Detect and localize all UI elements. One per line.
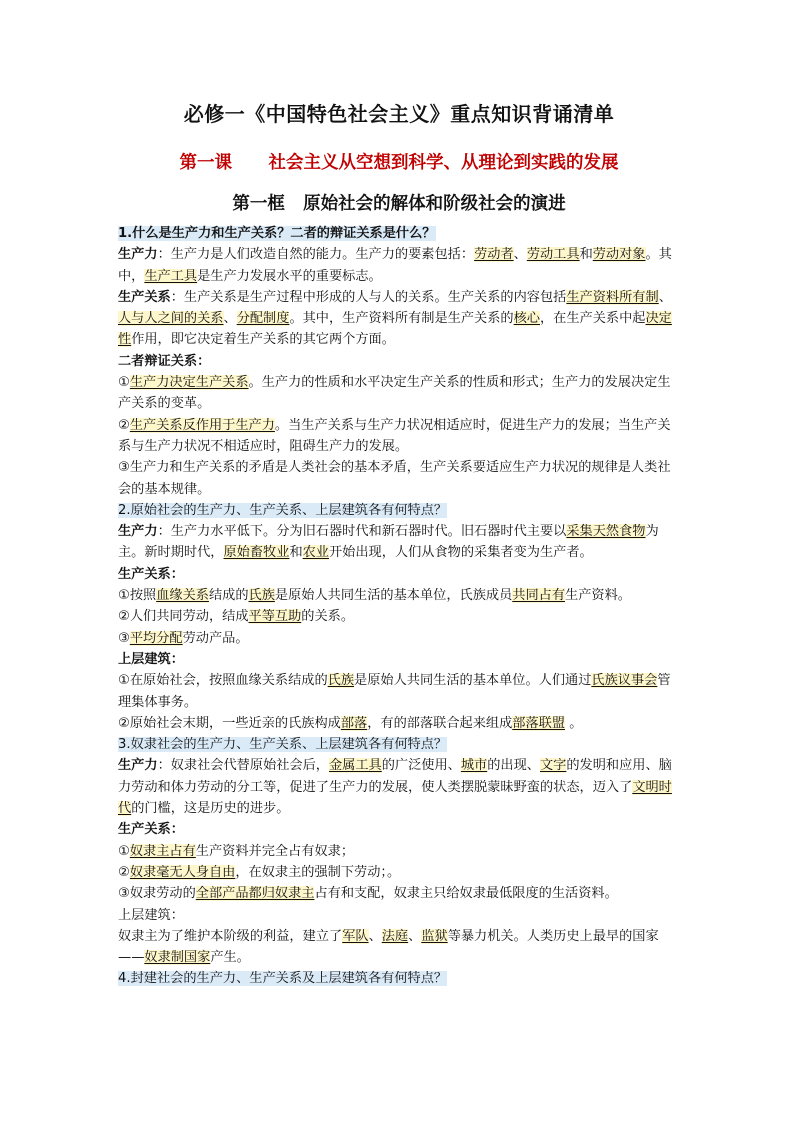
key-term-underlined: 城市 xyxy=(460,758,488,774)
text-run: 。 xyxy=(565,715,583,731)
text-run: ③生产力和生产关系的矛盾是人类社会的基本矛盾，生产关系要适应生产力状况的规律是人类社会的基本规律。 xyxy=(118,460,671,497)
text-run: 管理集体事务。 xyxy=(118,673,671,710)
body-paragraph xyxy=(118,841,680,862)
key-term-underlined: 人与人之间的关系 xyxy=(118,311,224,327)
text-run: 是原始人共同生活的基本单位，氏族成员 xyxy=(274,588,513,604)
body-paragraph xyxy=(118,521,680,564)
text-run: 的出现、 xyxy=(487,758,540,774)
text-run: 。其中， xyxy=(118,247,672,284)
text-run: ① xyxy=(118,375,130,391)
text-run: 、 xyxy=(368,928,382,944)
text-run: 、 xyxy=(513,247,527,263)
key-term-underlined: 生产工具 xyxy=(144,268,198,284)
section-heading: 第一框 原始社会的解体和阶级社会的演进 xyxy=(232,194,566,214)
text-run: 是原始人共同生活的基本单位。人们通过 xyxy=(354,673,592,689)
key-term-underlined: 生产关系反作用于生产力 xyxy=(129,417,275,433)
text-run: ① xyxy=(118,843,130,859)
key-term-underlined: 奴隶制国家 xyxy=(144,950,211,966)
text-run: 产生。 xyxy=(210,950,250,966)
text-run: 4.封建社会的生产力、生产关系及上层建筑各有何特点？ xyxy=(118,971,448,987)
term-label: 生产力 xyxy=(118,247,158,263)
text-run: 的关系。 xyxy=(301,609,355,625)
key-term-underlined: 劳动工具 xyxy=(526,247,580,263)
body-paragraph xyxy=(118,883,680,904)
term-label: 生产关系 xyxy=(118,289,171,305)
key-term-underlined: 原始畜牧业 xyxy=(223,545,290,561)
text-run: ③奴隶劳动的 xyxy=(118,886,196,902)
text-run: 。当生产关系与生产力状况相适应时，促进生产力的发展；当生产关系与生产力状况不相适应时，阻碍生产力的发展。 xyxy=(118,417,671,454)
key-term-underlined: 文字 xyxy=(540,758,567,774)
text-run: ：生产关系是生产过程中形成的人与人的关系。生产关系的内容包括 xyxy=(170,289,567,305)
question-highlight xyxy=(118,503,447,518)
body-paragraph xyxy=(118,670,680,713)
question-highlight xyxy=(118,226,436,241)
text-run: 的发明和应用、脑力劳动和体力劳动的分工等，促进了生产力的发展，使人类摆脱蒙昧野蛮的状态，迈入了 xyxy=(118,758,672,795)
key-term-underlined: 奴隶主占有 xyxy=(129,843,196,859)
text-run: ，在生产关系中起 xyxy=(540,311,646,327)
text-run: 开始出现，人们从食物的采集者变为生产者。 xyxy=(329,545,593,561)
key-term-underlined: 分配制度 xyxy=(236,311,290,327)
key-term-underlined: 生产力决定生产关系 xyxy=(129,375,249,391)
key-term-underlined: 血缘关系 xyxy=(156,588,209,604)
text-run: ：奴隶社会代替原始社会后， xyxy=(157,758,329,774)
key-term-underlined: 奴隶毫无人身自由 xyxy=(129,864,236,880)
question-highlight xyxy=(118,971,447,986)
term-label: 生产关系： xyxy=(118,566,184,582)
text-run: 生产资料。 xyxy=(565,588,631,604)
text-run: 结成的 xyxy=(208,588,249,604)
text-run: 、 xyxy=(658,289,672,305)
body-paragraph xyxy=(118,905,680,926)
text-run: 和 xyxy=(289,545,303,561)
text-run: 的广泛使用、 xyxy=(381,758,461,774)
body-paragraph xyxy=(118,244,680,287)
body-paragraph xyxy=(118,649,680,670)
term-label: 二者辩证关系： xyxy=(118,353,211,369)
key-term-underlined: 部落 xyxy=(340,715,368,731)
text-run: 1.什么是生产力和生产关系？二者的辩证关系是什么？ xyxy=(118,226,436,241)
text-run: ②人们共同劳动，结成 xyxy=(118,609,249,625)
text-run: ，在奴隶主的强制下劳动；。 xyxy=(235,864,401,880)
key-term-underlined: 部落联盟 xyxy=(512,715,566,731)
text-run: ①按照 xyxy=(118,588,157,604)
key-term-underlined: 金属工具 xyxy=(329,758,382,774)
key-term-underlined: 法庭 xyxy=(381,928,409,944)
body-paragraph xyxy=(118,415,680,458)
question-heading xyxy=(118,223,680,244)
text-run: 3.奴隶社会的生产力、生产关系、上层建筑各有何特点？ xyxy=(118,737,448,753)
text-run: 劳动产品。 xyxy=(182,630,249,646)
text-run: 等暴力机关。人类历史上最早的国家—— xyxy=(118,928,659,966)
text-run: 作用，即它决定着生产关系的其它两个方面。 xyxy=(131,332,395,348)
key-term-underlined: 平等互助 xyxy=(248,609,302,625)
body-paragraph xyxy=(118,457,680,500)
question-heading xyxy=(118,734,680,755)
text-run: 生产资料并完全占有奴隶； xyxy=(195,843,355,859)
text-run: 上层建筑： xyxy=(118,907,184,923)
question-highlight xyxy=(118,737,447,752)
text-run: 、 xyxy=(223,311,237,327)
text-run: ②原始社会末期，一些近亲的氏族构成 xyxy=(118,715,341,731)
body-paragraph xyxy=(118,862,680,883)
key-term-underlined: 生产资料所有制 xyxy=(566,289,659,305)
key-term-underlined: 农业 xyxy=(302,545,329,561)
key-term-underlined: 全部产品都归奴隶主 xyxy=(195,886,315,902)
key-term-underlined: 共同占有 xyxy=(512,588,566,604)
key-term-underlined: 平均分配 xyxy=(129,630,183,646)
document-page xyxy=(118,98,680,990)
key-term-underlined: 氏族 xyxy=(327,673,355,689)
text-run: 、 xyxy=(408,928,422,944)
key-term-underlined: 劳动者 xyxy=(474,247,514,263)
body-paragraph xyxy=(118,606,680,627)
body-paragraph xyxy=(118,372,680,415)
key-term-underlined: 决定性 xyxy=(118,311,672,348)
text-run: 和 xyxy=(579,247,593,263)
key-term-underlined: 氏族议事会 xyxy=(591,673,658,689)
key-term-underlined: 核心 xyxy=(513,311,540,327)
text-run: ：生产力水平低下。分为旧石器时代和新石器时代。旧石器时代主要以 xyxy=(157,524,567,540)
text-run: ③ xyxy=(118,630,130,646)
term-label: 上层建筑： xyxy=(118,651,184,667)
document-title: 必修一《中国特色社会主义》重点知识背诵清单 xyxy=(183,102,615,126)
body-paragraph xyxy=(118,564,680,585)
text-run: ② xyxy=(118,864,130,880)
text-run: 的门槛，这是历史的进步。 xyxy=(131,801,290,817)
key-term-underlined: 军队 xyxy=(342,928,369,944)
text-run: ② xyxy=(118,417,130,433)
text-run: ①在原始社会，按照血缘关系结成的 xyxy=(118,673,328,689)
body-paragraph xyxy=(118,585,680,606)
body-paragraph xyxy=(118,287,680,351)
body-paragraph xyxy=(118,351,680,372)
text-run: 。其中，生产资料所有制是生产关系的 xyxy=(289,311,514,327)
body-paragraph xyxy=(118,755,680,819)
document-body xyxy=(118,223,680,990)
text-run: 为主。新时期时代， xyxy=(118,524,659,561)
lesson-heading: 第一课 社会主义从空想到科学、从理论到实践的发展 xyxy=(179,153,619,173)
text-run: ，有的部落联合起来组成 xyxy=(367,715,513,731)
question-heading xyxy=(118,968,680,989)
body-paragraph xyxy=(118,628,680,649)
question-heading xyxy=(118,500,680,521)
text-run: 占有和支配，奴隶主只给奴隶最低限度的生活资料。 xyxy=(314,886,618,902)
key-term-underlined: 监狱 xyxy=(421,928,448,944)
term-label: 生产关系： xyxy=(118,822,184,838)
text-run: 奴隶主为了维护本阶级的利益，建立了 xyxy=(118,928,343,944)
text-run: 。生产力的性质和水平决定生产关系的性质和形式；生产力的发展决定生产关系的变革。 xyxy=(118,375,671,412)
body-paragraph xyxy=(118,926,680,969)
term-label: 生产力 xyxy=(118,758,158,774)
term-label: 生产力 xyxy=(118,524,158,540)
key-term-underlined: 氏族 xyxy=(248,588,275,604)
key-term-underlined: 劳动对象 xyxy=(592,247,646,263)
text-run: 是生产力发展水平的重要标志。 xyxy=(197,268,382,284)
text-run: 2.原始社会的生产力、生产关系、上层建筑各有何特点？ xyxy=(118,502,448,518)
body-paragraph xyxy=(118,713,680,734)
key-term-underlined: 采集天然食物 xyxy=(566,524,646,540)
key-term-underlined: 文明时代 xyxy=(118,779,672,817)
body-paragraph xyxy=(118,819,680,840)
text-run: ：生产力是人们改造自然的能力。生产力的要素包括： xyxy=(157,247,475,263)
